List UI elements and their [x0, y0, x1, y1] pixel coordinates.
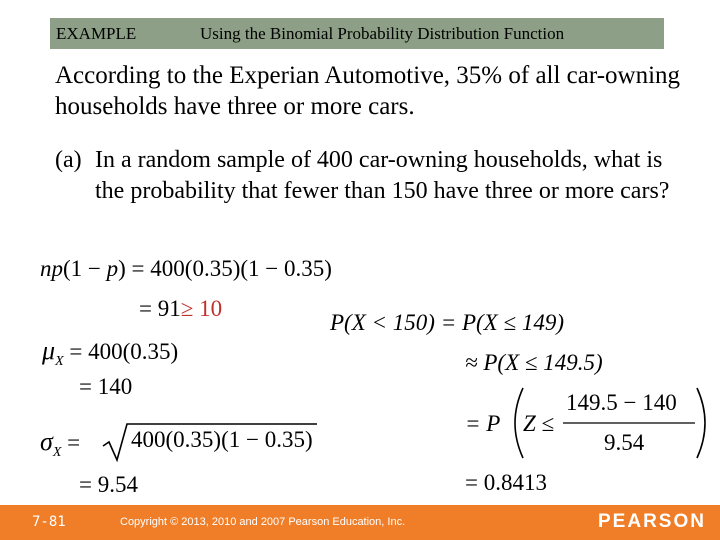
mu-formula-line2: = 140 — [79, 374, 133, 399]
prob-z-label: Z ≤ — [523, 411, 555, 436]
prob-line1: P(X < 150) = P(X ≤ 149) — [330, 310, 564, 335]
prob-line2: ≈ P(X ≤ 149.5) — [465, 350, 603, 375]
page-number: 7-81 — [32, 514, 66, 530]
intro-text: According to the Experian Automotive, 35% of all car-owning households have three or more cars. — [55, 62, 681, 120]
prob-fraction-denominator: 9.54 — [604, 430, 645, 455]
prob-fraction-numerator: 149.5 − 140 — [566, 390, 677, 415]
sigma-formula-line1: $\sigma_X$ = — [40, 427, 81, 460]
sigma-line1-eq: = — [67, 430, 81, 455]
np-formula-line2 — [139, 296, 222, 322]
mu-line1-value: = 400(0.35) — [69, 339, 179, 364]
prob-line3-prefix: = P — [465, 411, 501, 436]
mu-formula-line1: $\mu_X = 400(0.35)$ — [42, 336, 179, 369]
sigma-formula-line2: = 9.54 — [79, 472, 138, 497]
pearson-logo: PEARSON — [598, 511, 706, 532]
copyright-text: Copyright © 2013, 2010 and 2007 Pearson Education, Inc. — [120, 516, 406, 528]
np-formula-line1: np(1 − p) = 400(0.35)(1 − 0.35) — [40, 256, 332, 281]
example-header-bar — [50, 18, 664, 49]
example-title: Using the Binomial Probability Distribution Function — [200, 23, 565, 43]
np-line2-value: = 91 — [139, 296, 181, 321]
sigma-radicand: 400(0.35)(1 − 0.35) — [131, 427, 313, 452]
prob-line4: = 0.8413 — [465, 470, 547, 495]
question-label: (a) — [55, 147, 82, 173]
example-label: EXAMPLE — [56, 23, 137, 43]
np-check-value: ≥ 10 — [180, 296, 223, 321]
question-text: In a random sample of 400 car-owning households, what is the probability that fewer than 150 have three or more cars? — [95, 147, 670, 204]
footer-bar — [0, 505, 720, 540]
np-line1-rhs: 400(0.35)(1 − 0.35) — [150, 256, 332, 281]
